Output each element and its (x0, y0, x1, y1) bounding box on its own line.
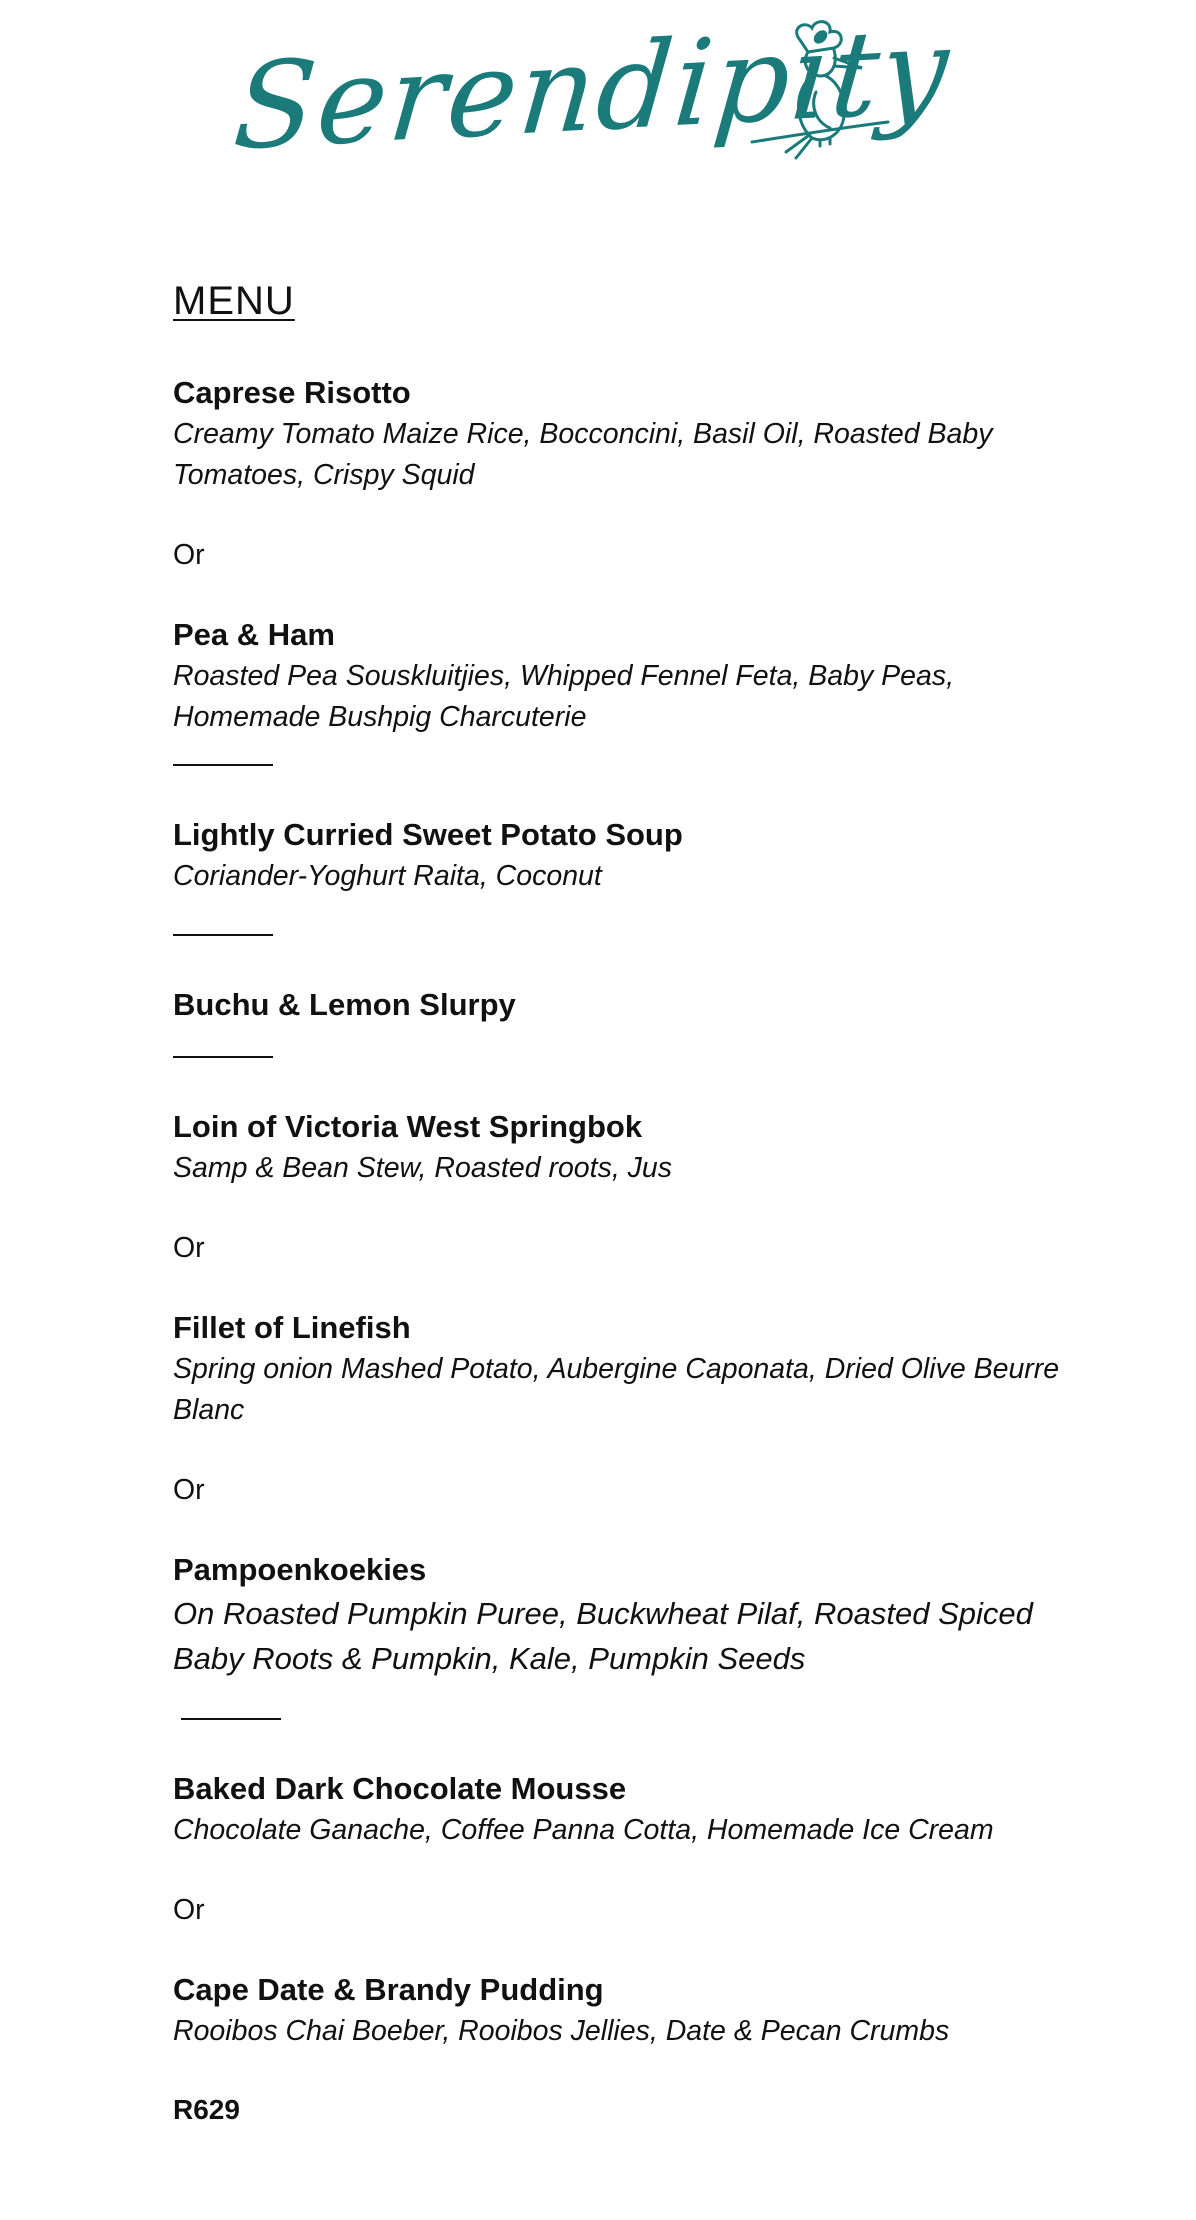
dish-name: Pampoenkoekies (173, 1552, 427, 1587)
dish-name: Baked Dark Chocolate Mousse (173, 1771, 627, 1806)
dish-description: Samp & Bean Stew, Roasted roots, Jus (173, 1152, 673, 1184)
or-separator: Or (173, 1232, 205, 1264)
dish (173, 814, 1073, 897)
course-divider (173, 1056, 273, 1058)
dish-name: Caprese Risotto (173, 375, 411, 410)
dish-name: Fillet of Linefish (173, 1310, 411, 1345)
dish-description: Creamy Tomato Maize Rice, Bocconcini, Basil Oil, Roasted Baby Tomatoes, Crispy Squid (173, 418, 993, 491)
dish (173, 1768, 1073, 1851)
dish (173, 1549, 1073, 1681)
menu-heading: MENU (173, 279, 295, 323)
menu-content (173, 272, 1073, 2130)
chef-bird-icon (750, 18, 890, 168)
dish-description: Coriander-Yoghurt Raita, Coconut (173, 860, 602, 892)
dish (173, 614, 1073, 738)
dish-name: Buchu & Lemon Slurpy (173, 987, 516, 1022)
dish-name: Loin of Victoria West Springbok (173, 1109, 643, 1144)
dish (173, 984, 1073, 1026)
dish (173, 372, 1073, 496)
logo (228, 0, 956, 268)
course-divider (173, 934, 273, 936)
dish-name: Pea & Ham (173, 617, 335, 652)
or-separator: Or (173, 1474, 205, 1506)
dish-description: On Roasted Pumpkin Puree, Buckwheat Pilaf, Roasted Spiced Baby Roots & Pumpkin, Kale, Pumpkin Seeds (173, 1596, 1033, 1676)
dish-description: Spring onion Mashed Potato, Aubergine Caponata, Dried Olive Beurre Blanc (173, 1353, 1060, 1426)
dish (173, 1969, 1073, 2052)
dish (173, 1307, 1073, 1431)
course-divider (181, 1718, 281, 1720)
dish (173, 1106, 1073, 1189)
course-divider (173, 764, 273, 766)
dish-description: Rooibos Chai Boeber, Rooibos Jellies, Date & Pecan Crumbs (173, 2015, 950, 2047)
menu-price: R629 (173, 2094, 240, 2125)
dish-name: Lightly Curried Sweet Potato Soup (173, 817, 683, 852)
dish-name: Cape Date & Brandy Pudding (173, 1972, 604, 2007)
dish-description: Chocolate Ganache, Coffee Panna Cotta, Homemade Ice Cream (173, 1814, 994, 1846)
logo-wordmark: Serendipity (228, 0, 956, 177)
or-separator: Or (173, 1894, 205, 1926)
dish-description: Roasted Pea Souskluitjies, Whipped Fennel Feta, Baby Peas, Homemade Bushpig Charcuterie (173, 660, 955, 733)
or-separator: Or (173, 539, 205, 571)
